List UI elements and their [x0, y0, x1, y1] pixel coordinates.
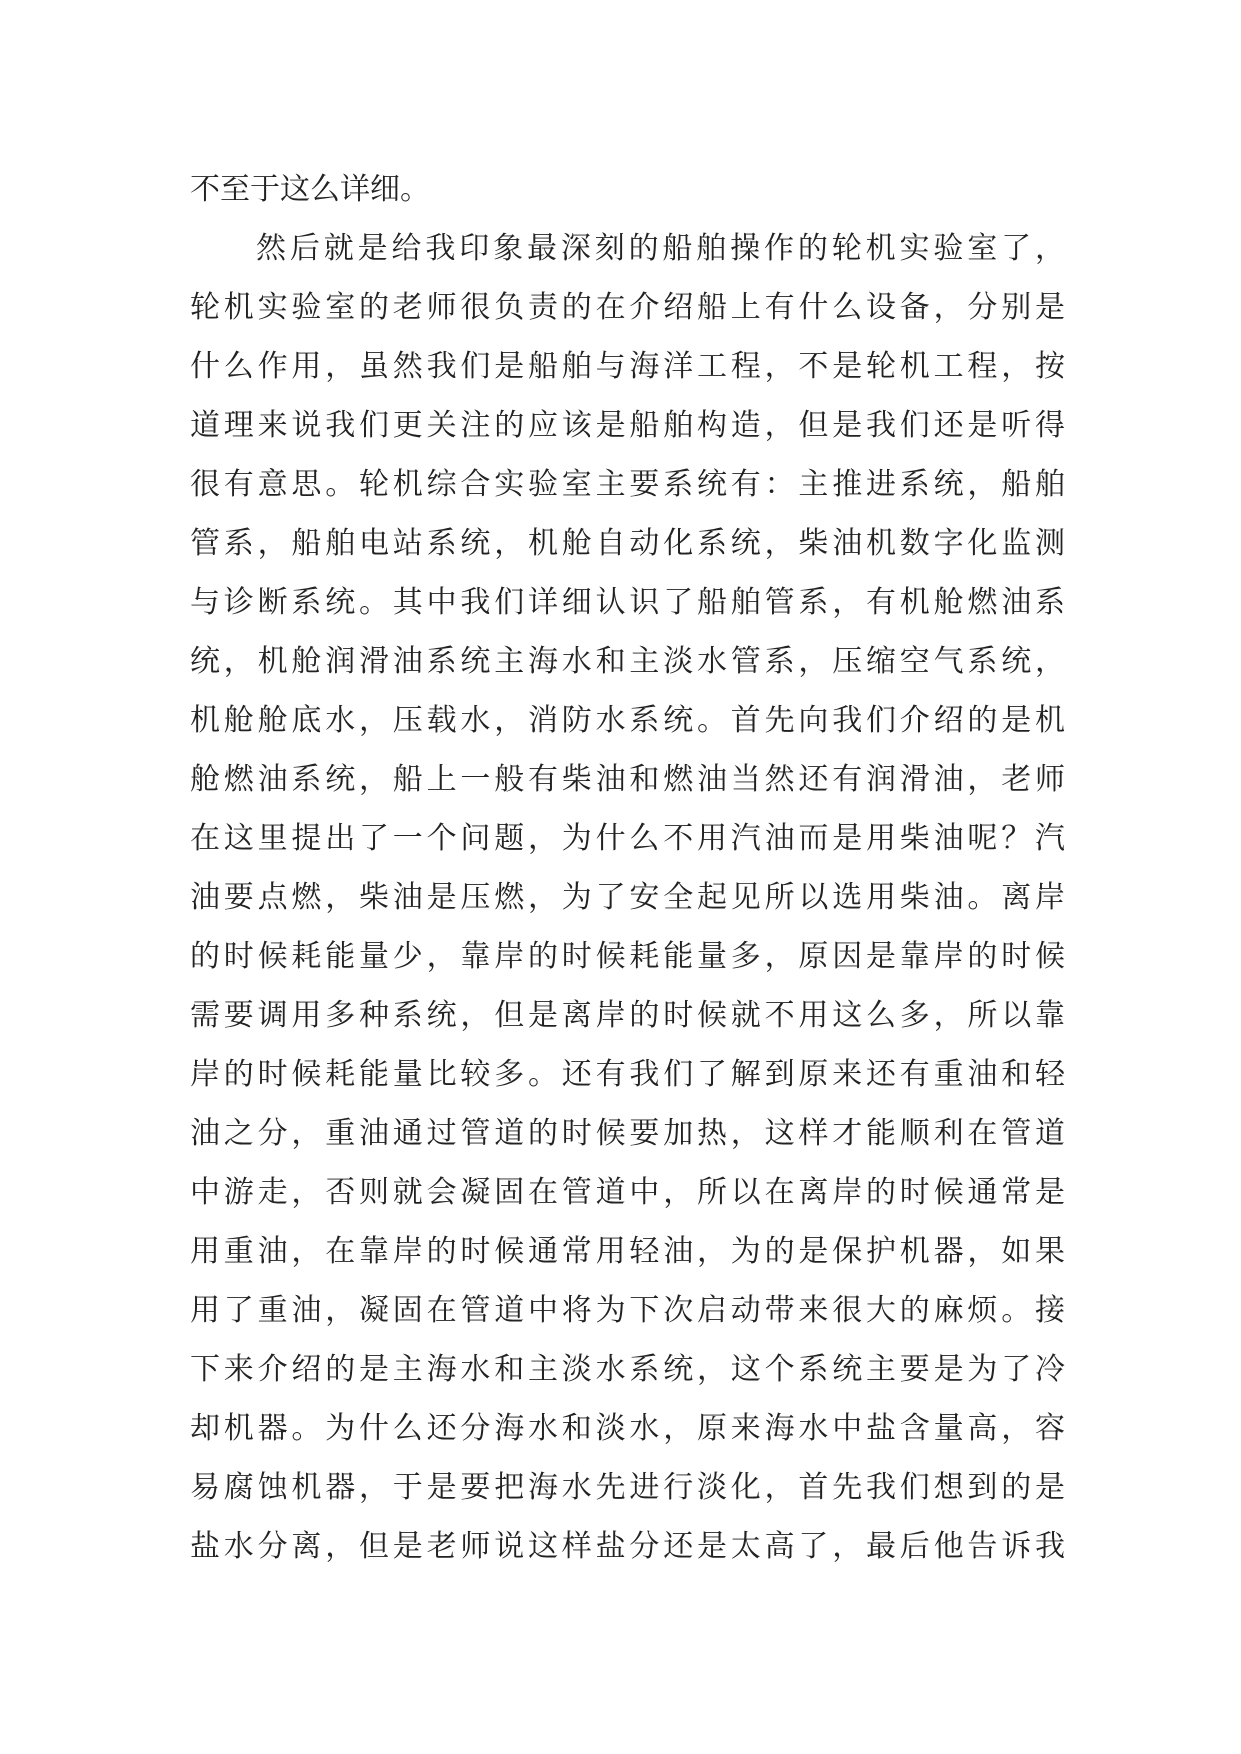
text-line: 管系，船舶电站系统，机舱自动化系统，柴油机数字化监测: [190, 526, 1065, 561]
text-line: 轮机实验室的老师很负责的在介绍船上有什么设备，分别是: [190, 290, 1065, 325]
text-line: 机舱舱底水，压载水，消防水系统。首先向我们介绍的是机: [190, 703, 1065, 738]
text-line: 的时候耗能量少，靠岸的时候耗能量多，原因是靠岸的时候: [190, 939, 1065, 974]
text-line: 需要调用多种系统，但是离岸的时候就不用这么多，所以靠: [190, 998, 1065, 1033]
text-line: 很有意思。轮机综合实验室主要系统有：主推进系统，船舶: [190, 467, 1065, 502]
text-line: 岸的时候耗能量比较多。还有我们了解到原来还有重油和轻: [190, 1057, 1065, 1092]
text-line: 用了重油，凝固在管道中将为下次启动带来很大的麻烦。接: [190, 1293, 1065, 1328]
body-text: [190, 160, 1065, 1576]
text-line: 在这里提出了一个问题，为什么不用汽油而是用柴油呢？汽: [190, 821, 1065, 856]
text-line: 下来介绍的是主海水和主淡水系统，这个系统主要是为了冷: [190, 1352, 1065, 1387]
text-line: 什么作用，虽然我们是船舶与海洋工程，不是轮机工程，按: [190, 349, 1065, 384]
text-line: 不至于这么详细。: [190, 172, 430, 207]
text-line: 却机器。为什么还分海水和淡水，原来海水中盐含量高，容: [190, 1411, 1065, 1446]
text-line: 用重油，在靠岸的时候通常用轻油，为的是保护机器，如果: [190, 1234, 1065, 1269]
text-line: 盐水分离，但是老师说这样盐分还是太高了，最后他告诉我: [190, 1529, 1065, 1564]
text-line: 易腐蚀机器，于是要把海水先进行淡化，首先我们想到的是: [190, 1470, 1065, 1505]
text-line: 舱燃油系统，船上一般有柴油和燃油当然还有润滑油，老师: [190, 762, 1065, 797]
text-line: 道理来说我们更关注的应该是船舶构造，但是我们还是听得: [190, 408, 1065, 443]
text-line: 中游走，否则就会凝固在管道中，所以在离岸的时候通常是: [190, 1175, 1065, 1210]
text-line: 油之分，重油通过管道的时候要加热，这样才能顺利在管道: [190, 1116, 1065, 1151]
text-line: 油要点燃，柴油是压燃，为了安全起见所以选用柴油。离岸: [190, 880, 1065, 915]
paragraph-first-line: 然后就是给我印象最深刻的船舶操作的轮机实验室了，: [256, 231, 1065, 266]
text-line: 统，机舱润滑油系统主海水和主淡水管系，压缩空气系统，: [190, 644, 1065, 679]
text-line: 与诊断系统。其中我们详细认识了船舶管系，有机舱燃油系: [190, 585, 1065, 620]
